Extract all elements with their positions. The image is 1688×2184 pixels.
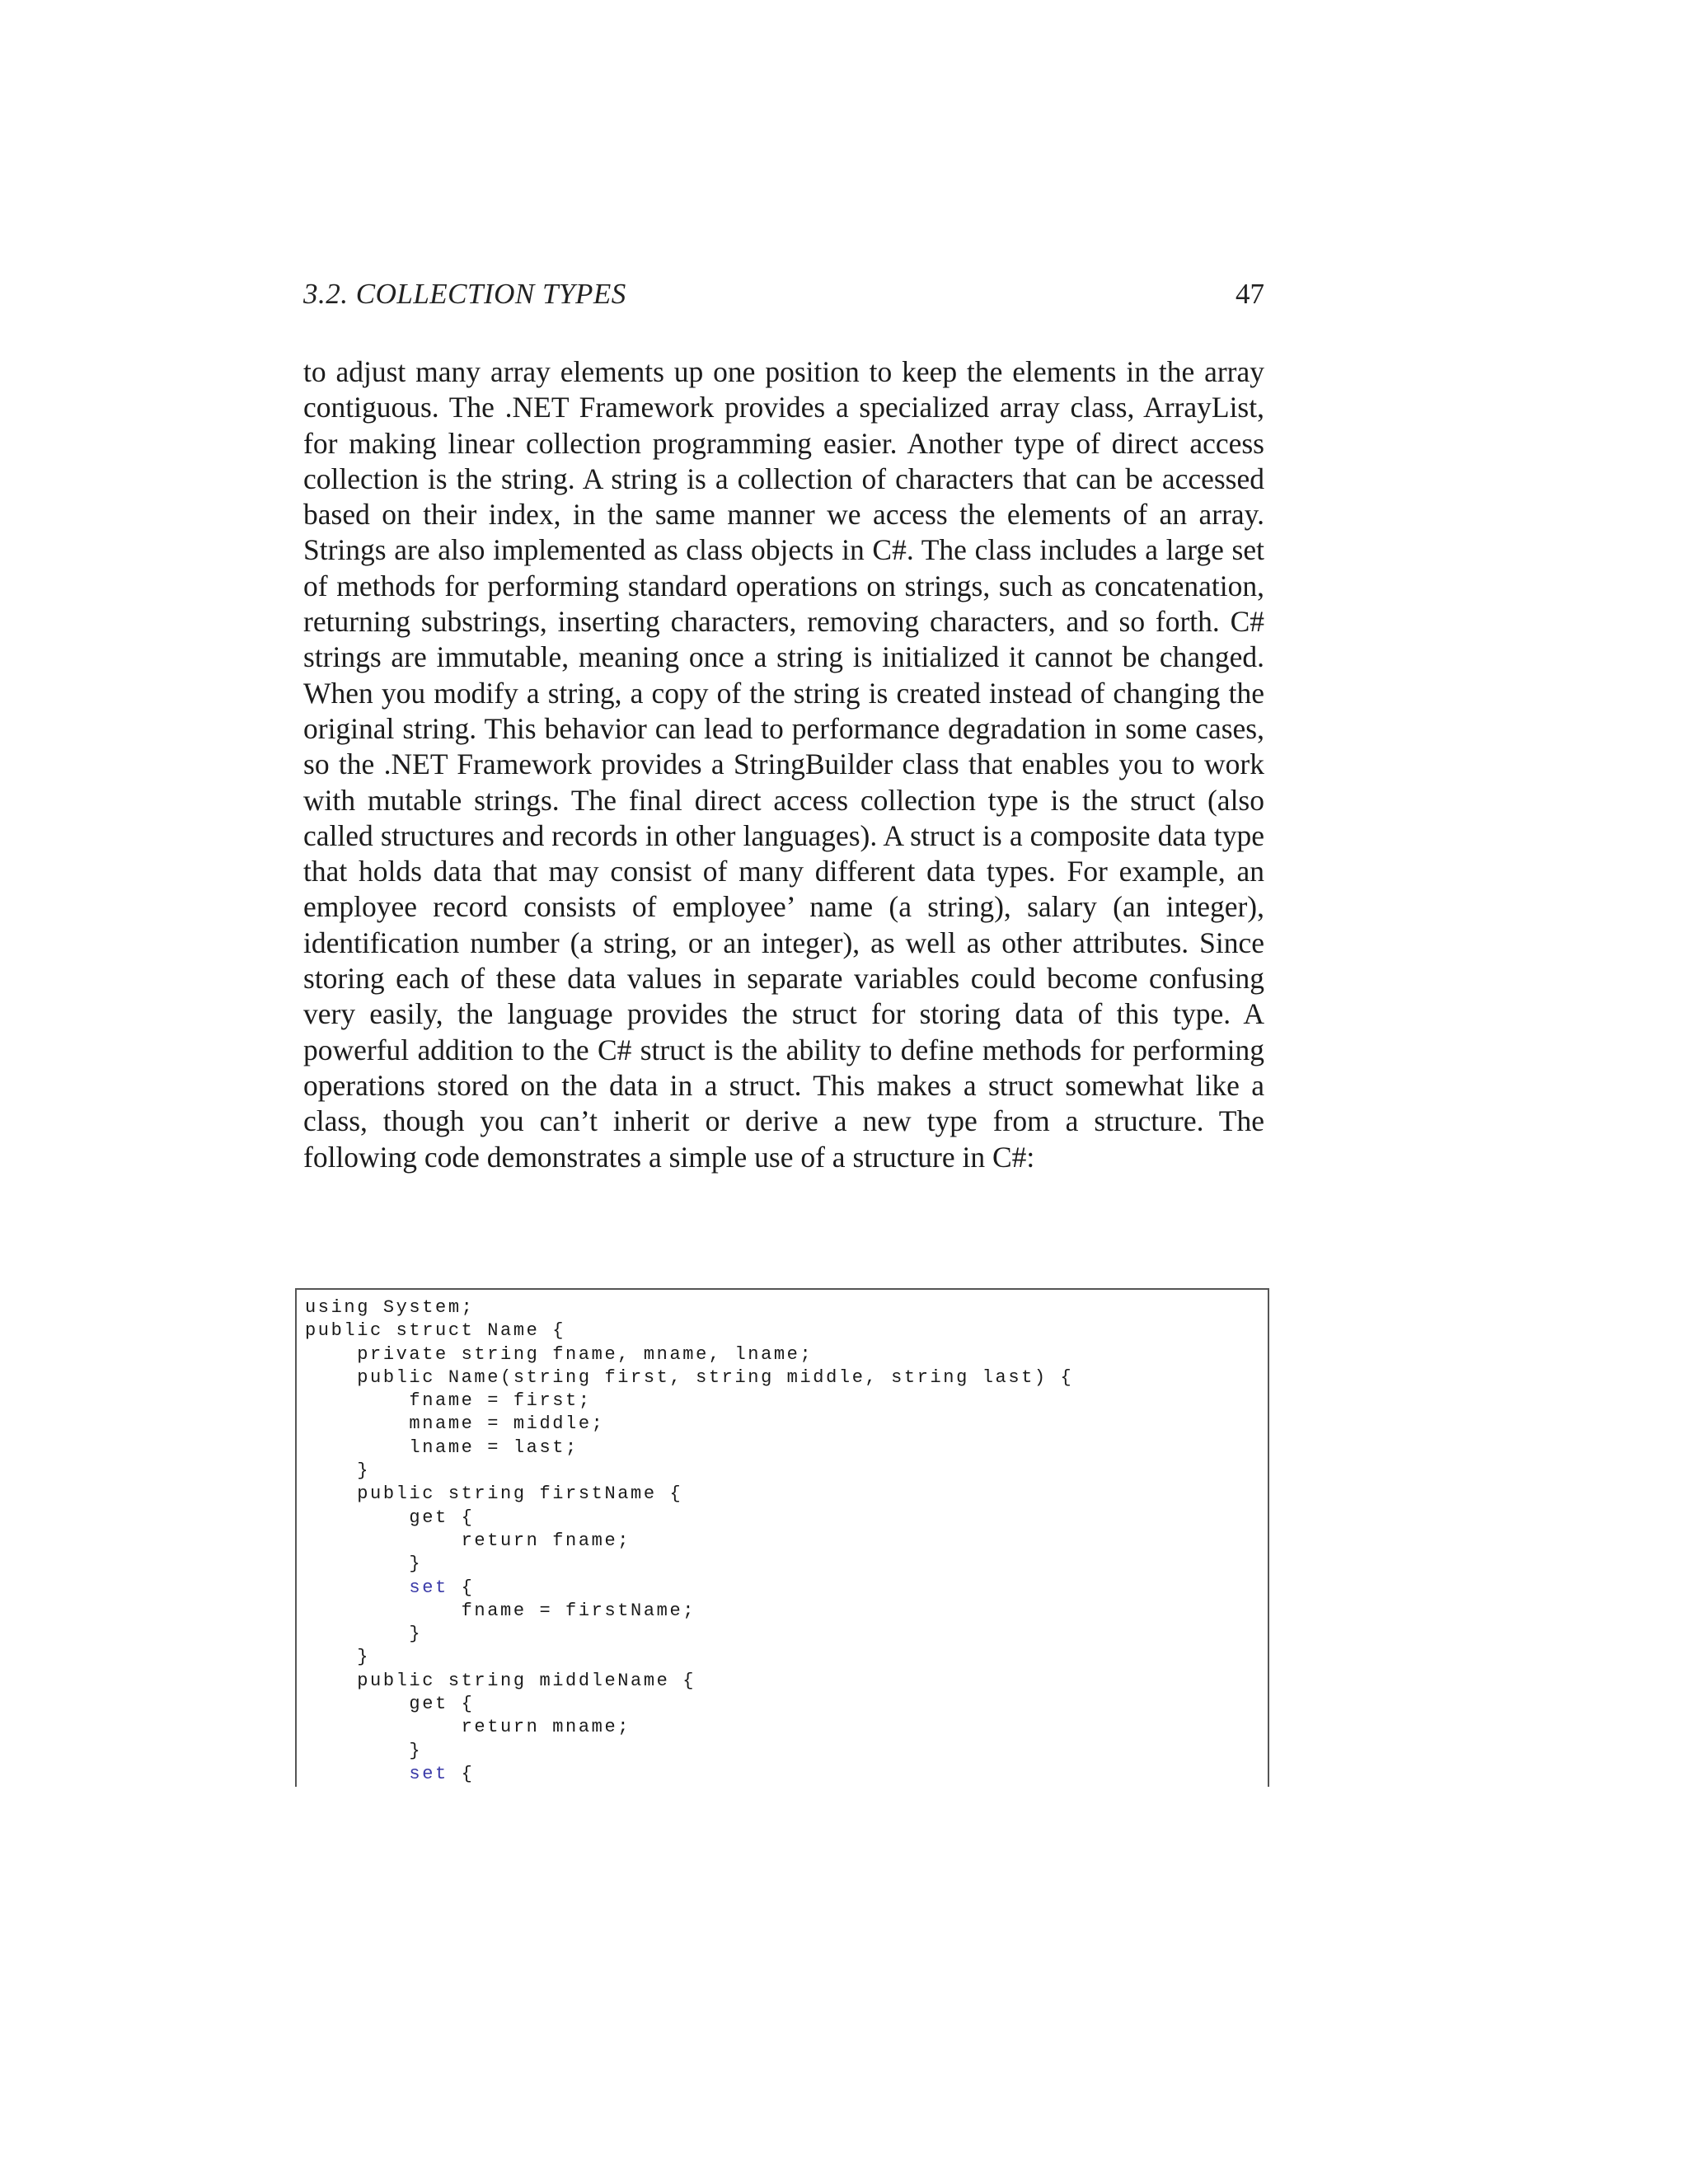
running-header (303, 277, 1264, 312)
code-listing (295, 1288, 1269, 1787)
code-line: fname = first; (305, 1390, 592, 1412)
code-line: return fname; (305, 1530, 631, 1551)
code-line: } (305, 1624, 423, 1645)
code-line: public Name(string first, string middle, string last) { (305, 1366, 1074, 1388)
code-line: using System; (305, 1297, 475, 1318)
code-line: } (305, 1647, 371, 1668)
code-line: } (305, 1740, 423, 1761)
page-number: 47 (1236, 278, 1264, 310)
code-line: private string fname, mname, lname; (305, 1343, 814, 1365)
code-line: public string firstName { (305, 1483, 683, 1505)
code-block (297, 1290, 1268, 1786)
code-line: get { (305, 1694, 475, 1715)
code-line: lname = last; (305, 1436, 579, 1458)
code-line: set { (409, 1763, 475, 1784)
code-keyword: set (409, 1577, 448, 1598)
code-line: set { (409, 1577, 475, 1598)
body-text (303, 354, 1264, 1175)
section-title: 3.2. COLLECTION TYPES (303, 278, 626, 310)
code-line: public string middleName { (305, 1670, 696, 1691)
code-line: } (305, 1460, 371, 1482)
code-line: } (305, 1554, 423, 1575)
code-keyword: set (409, 1763, 448, 1784)
code-line: public struct Name { (305, 1320, 566, 1342)
code-line: return mname; (305, 1717, 631, 1738)
code-line: mname = middle; (305, 1413, 605, 1435)
code-line: get { (305, 1507, 475, 1528)
code-line: fname = firstName; (305, 1600, 696, 1621)
body-paragraph: to adjust many array elements up one position to keep the elements in the array contiguous. The .NET Framework provides a specialized array class, ArrayList, for making linear collection programming easier. Another type of direct access collection is the string. A string is a collection of characters that can be accessed based on their index, in the same manner we access the elements of an array. Strings are also implemented as class objects in C#. The class includes a large set of methods for performing standard operations on strings, such as concatenation, returning substrings, inserting characters, removing characters, and so forth. C# strings are immutable, meaning once a string is initialized it cannot be changed. When you modify a string, a copy of the string is created instead of changing the original string. This behavior can lead to performance degradation in some cases, so the .NET Framework provides a StringBuilder class that enables you to work with mutable strings. The final direct access collection type is the struct (also called structures and records in other languages). A struct is a composite data type that holds data that may consist of many different data types. For example, an employee record consists of employee’ name (a string), salary (an integer), identification number (a string, or an integer), as well as other attributes. Since storing each of these data values in separate variables could become confusing very easily, the language provides the struct for storing data of this type. A powerful addition to the C# struct is the ability to define methods for performing operations stored on the data in a struct. This makes a struct somewhat like a class, though you can’t inherit or derive a new type from a structure. The following code demonstrates a simple use of a structure in C#: (303, 355, 1264, 1174)
